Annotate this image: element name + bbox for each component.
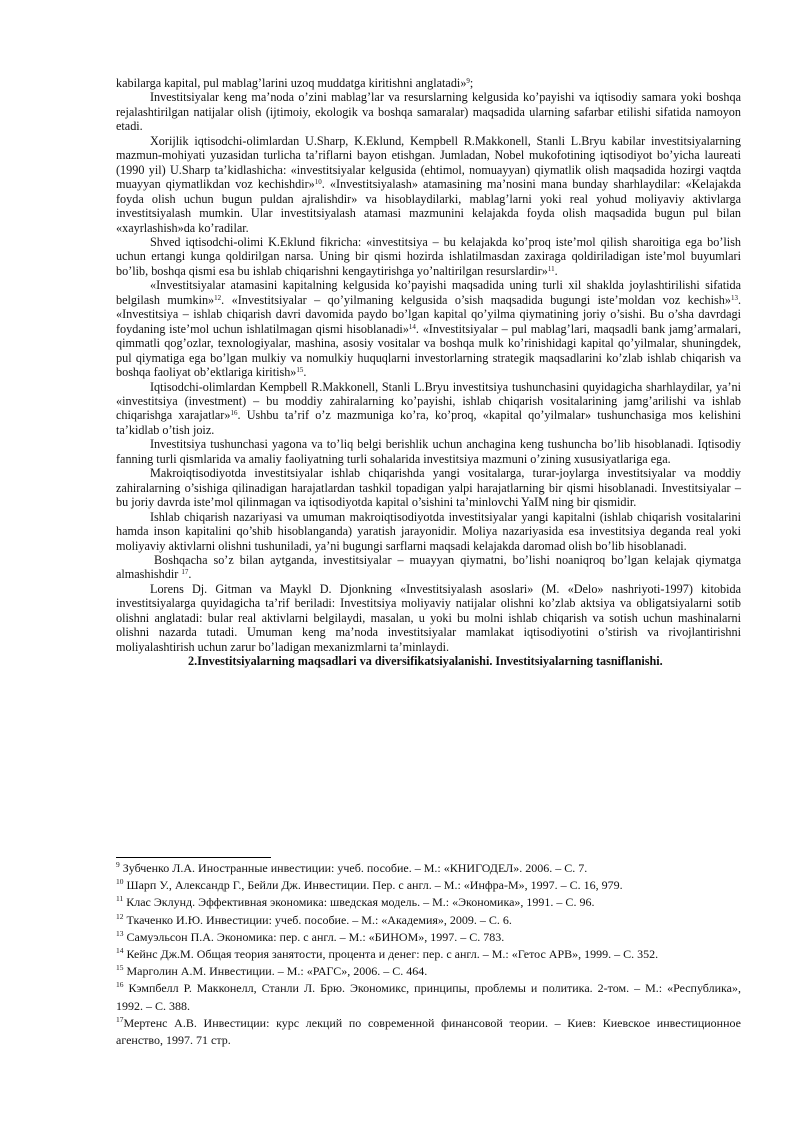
footnote bbox=[116, 963, 741, 980]
paragraph-text: . «Investitsiyalash» atamasining ma’nosini mana bunday sharhlaydilar: «Kelajakda foyda olish uchun bugun puldan ajralishdir» va hisoblaydilarki, mablag’larni yoki real yohud moliyaviy aktivlarga investitsiyalash mumkin. Ular investitsiyalash atamasi mazmunini kelajakda foyda olish maqsadida bugun pul bilan «xayrlashish»da ko’radilar. bbox=[116, 177, 741, 235]
footnote-ref[interactable]: 14 bbox=[408, 322, 416, 331]
footnotes bbox=[116, 860, 741, 1049]
footnote-number: 11 bbox=[116, 894, 124, 904]
paragraph-text: ; bbox=[469, 76, 474, 90]
footnote-number: 10 bbox=[116, 877, 124, 887]
footnote-text: Зубченко Л.А. Иностранные инвестиции: учеб. пособие. – М.: «КНИГОДЕЛ». 2006. – С. 7. bbox=[122, 861, 588, 875]
footnote-number: 17 bbox=[116, 1014, 124, 1024]
footnote-text: Ткаченко И.Ю. Инвестиции: учеб. пособие. – М.: «Академия», 2009. – С. 6. bbox=[126, 912, 512, 927]
paragraph-text: . «Investitsiya – ishlab chiqarish davri davomida paydo bo’lgan kapital qo’yilma qiymatining joriy o’sishi. Bu o’sha davrdagi foydaning iste’mol uchun ishlatilmagan qismi hisoblanadi» bbox=[116, 292, 741, 336]
footnote-ref[interactable]: 10 bbox=[314, 178, 322, 187]
footnote-number: 13 bbox=[116, 928, 124, 938]
footnote-number: 15 bbox=[116, 963, 124, 973]
section-heading: 2.Investitsiyalarning maqsadlari va diversifikatsiyalanishi. Investitsiyalarning tasniflanishi. bbox=[188, 654, 663, 669]
footnote bbox=[116, 946, 741, 963]
paragraph-text: Shved iqtisodchi-olimi K.Eklund fikricha: «investitsiya – bu kelajakda ko’proq iste’mol qilish sharoitiga ega bo’lish uchun ertangi kunga qoldirilgan narsa. Uning bir qismi hozirda ishlatilmasdan zaxiraga qoldiriladigan iste’mol buyumlari bo’lib, boshqa qismi esa bu ishlab chiqarishni kengaytirishga yo’naltirilgan resurslardir» bbox=[116, 234, 741, 278]
paragraph: Investitsiyalar keng ma’noda o’zini mablag’lar va resurslarning kelgusida ko’payishi va iqtisodiy samara yoki boshqa rejalashtirilgan natijalar olish (ijtimoiy, ekologik va boshqa samaralar) maqsadida ularning safarbar etilishi sifatida namoyon etadi. bbox=[116, 90, 741, 134]
footnote-text: Мертенс А.В. Инвестиции: курс лекций по современной финансовой теории. – Киев: Киевское инвестиционное агенство, 1997. 71 стр. bbox=[116, 1015, 741, 1048]
footnote-text: Самуэльсон П.А. Экономика: пер. с англ. – М.: «БИНОМ», 1997. – С. 783. bbox=[126, 929, 505, 944]
paragraph: Lorens Dj. Gitman va Maykl D. Djonkning «Investitsiyalash asoslari» (M. «Delo» nashriyoti-1997) kitobida investitsiyalarga quyidagicha ta’rif beriladi: Investitsiya moliyaviy natijalar olishni ko’zlab aktsiya va obligatsiyalarni sotib olishni anglatadi: bular real aktivlarni belgilaydi, masalan, u yoki bu molni ishlab chiqarish va sotish uchun mashinalarni olishni nazarda tutadi. Umuman keng ma’noda investitsiyalar mamlakat iqtisodiyotini o’stirish va rivojlantirishni moliyalashtirish uchun zarur bo’ladigan mexanizmlarni ta’minlaydi. bbox=[116, 581, 741, 654]
paragraph: Makroiqtisodiyotda investitsiyalar ishlab chiqarishda yangi vositalarga, turar-joylarga investitsiyalar va moddiy zahiralarning o’sishiga qilinadigan harajatlardan tashkil topadigan yalpi harajatlarning bir qismi hisoblanadi. Investitsiyalar – bu joriy davrda iste’mol qilinmagan va iqtisodiyotda kapital o’sishini ta’minlovchi YaIM ning bir qismidir. bbox=[116, 466, 741, 510]
footnote-ref[interactable]: 11 bbox=[547, 264, 555, 273]
footnote bbox=[116, 894, 741, 911]
paragraph bbox=[116, 380, 741, 438]
footnote-ref[interactable]: 16 bbox=[230, 409, 238, 418]
paragraph-text: Boshqacha so’z bilan aytganda, investitsiyalar – muayyan qiymatni, bo’lishi noaniqroq bo’lgan kelajak qiymatga almashishdir bbox=[116, 552, 741, 582]
paragraph-text: kabilarga kapital, pul mablag’larini uzoq muddatga kiritishni anglatadi» bbox=[116, 76, 467, 90]
paragraph: Ishlab chiqarish nazariyasi va umuman makroiqtisodiyotda investitsiyalar yangi kapitalni (ishlab chiqarish vositalarini hamda inson kapitalini qo’shib hisoblanganda) yaratish jarayonidir. Moliya nazariyasida esa investitsiya deganda real yoki moliyaviy aktivlarni olishni tushuniladi, ya’ni bugungi sarflarni maqsadi kelajakda daromad olish bo’lib hisoblanadi. bbox=[116, 509, 741, 553]
footnote-separator bbox=[116, 857, 271, 858]
paragraph bbox=[116, 235, 741, 278]
footnote-ref[interactable]: 15 bbox=[296, 366, 304, 375]
footnote bbox=[116, 877, 741, 894]
footnote-text: Клас Эклунд. Эффективная экономика: шведская модель. – М.: «Экономика», 1991. – С. 96. bbox=[126, 895, 595, 910]
footnote-number: 9 bbox=[116, 860, 120, 869]
paragraph-text: . bbox=[554, 263, 558, 278]
footnote-number: 14 bbox=[116, 946, 124, 956]
footnote-number: 16 bbox=[116, 980, 124, 990]
footnote-ref[interactable]: 9 bbox=[466, 77, 470, 85]
paragraph-text: . bbox=[188, 567, 192, 582]
paragraph-text: . «Investitsiyalar – qo’yilmaning kelgusida o’sish maqsadida bugungi iste’moldan voz kechish» bbox=[221, 292, 731, 307]
footnote-ref[interactable]: 12 bbox=[214, 293, 222, 302]
paragraph: Investitsiya tushunchasi yagona va to’liq belgi berishlik uchun anchagina keng tushuncha bo’lib hisoblanadi. Iqtisodiy fanning turli qismlarida va amaliy faoliyatning turli sohalarida investitsiya mazmuni o’zining xususiyatlariga ega. bbox=[116, 437, 741, 466]
footnote bbox=[116, 980, 741, 1014]
paragraph-text: . «Investitsiyalar – pul mablag’lari, maqsadli bank jamg’armalari, qimmatli qog’ozlar, texnologiyalar, mashina, asosiy vositalar va boshqa mulk ko’rinishidagi kapital qo’yilmalar, shuningdek, pul qiymatiga ega bo’lgan mulkiy va nomulkiy huquqlarni investorlarning strategik maqsadlarini ko’zlab ishlab chiqarish va boshqa faoliyat ob’ektlariga kiritish» bbox=[116, 321, 741, 380]
footnote bbox=[116, 860, 741, 877]
paragraph bbox=[116, 553, 741, 582]
paragraph bbox=[116, 134, 741, 235]
paragraph bbox=[116, 278, 741, 379]
footnote bbox=[116, 912, 741, 929]
footnote bbox=[116, 929, 741, 946]
footnote-ref[interactable]: 17 bbox=[181, 568, 189, 577]
footnote-text: Кэмпбелл Р. Макконелл, Станли Л. Брю. Экономикс, принципы, проблемы и политика. 2-том. – М.: «Республика», 1992. – С. 388. bbox=[116, 981, 741, 1013]
paragraph-text: Iqtisodchi-olimlardan Kempbell R.Makkonell, Stanli L.Bryu investitsiya tushunchasini quyidagicha sharhlaydilar, ya’ni «investitsiya (investment) – bu moddiy zahiralarning ko’payishi, ishlab chiqarish vositalarining jamg’arilishi va ishlab chiqarishga xarajatlar» bbox=[116, 379, 741, 423]
footnote bbox=[116, 1015, 741, 1049]
document-body bbox=[116, 76, 741, 669]
paragraph-text: «Investitsiyalar atamasini kapitalning kelgusida ko’payishi maqsadida uning turli xil shaklda joylashtirilishi sifatida belgilash mumkin» bbox=[116, 278, 741, 307]
footnote-number: 12 bbox=[116, 911, 124, 921]
footnote-text: Кейнс Дж.М. Общая теория занятости, процента и денег: пер. с англ. – М.: «Гетос АРВ», 1999. – С. 352. bbox=[126, 947, 659, 962]
paragraph-text: Xorijlik iqtisodchi-olimlardan U.Sharp, K.Eklund, Kempbell R.Makkonell, Stanli L.Bryu kabilar investitsiyalarning mazmun-mohiyati yuzasidan turlicha ta’riflarni bayon etishgan. Jumladan, Nobel mukofotining iqtisodiyot bo’yicha laureati (1990 yil) U.Sharp ta’kidlashicha: «investitsiyalar kelgusida (ehtimol, nomuayyan) qiymatlik olish maqsadida hozirgi vaqtda muayyan qiymatlikdan voz kechishdir» bbox=[116, 133, 741, 192]
footnote-text: Шарп У., Александр Г., Бейли Дж. Инвестиции. Пер. с англ. – М.: «Инфра-М», 1997. – С. 16, 979. bbox=[126, 878, 623, 893]
footnote-text: Марголин А.М. Инвестиции. – М.: «РАГС», 2006. – С. 464. bbox=[126, 964, 428, 979]
paragraph-text: . Ushbu ta’rif o’z mazmuniga ko’ra, ko’proq, «kapital qo’yilmalar» tushunchasiga mos kelishini ta’kidlab o’tish joiz. bbox=[116, 408, 742, 437]
paragraph-text: . bbox=[303, 365, 307, 380]
paragraph bbox=[116, 76, 741, 90]
footnote-ref[interactable]: 13 bbox=[730, 293, 738, 302]
